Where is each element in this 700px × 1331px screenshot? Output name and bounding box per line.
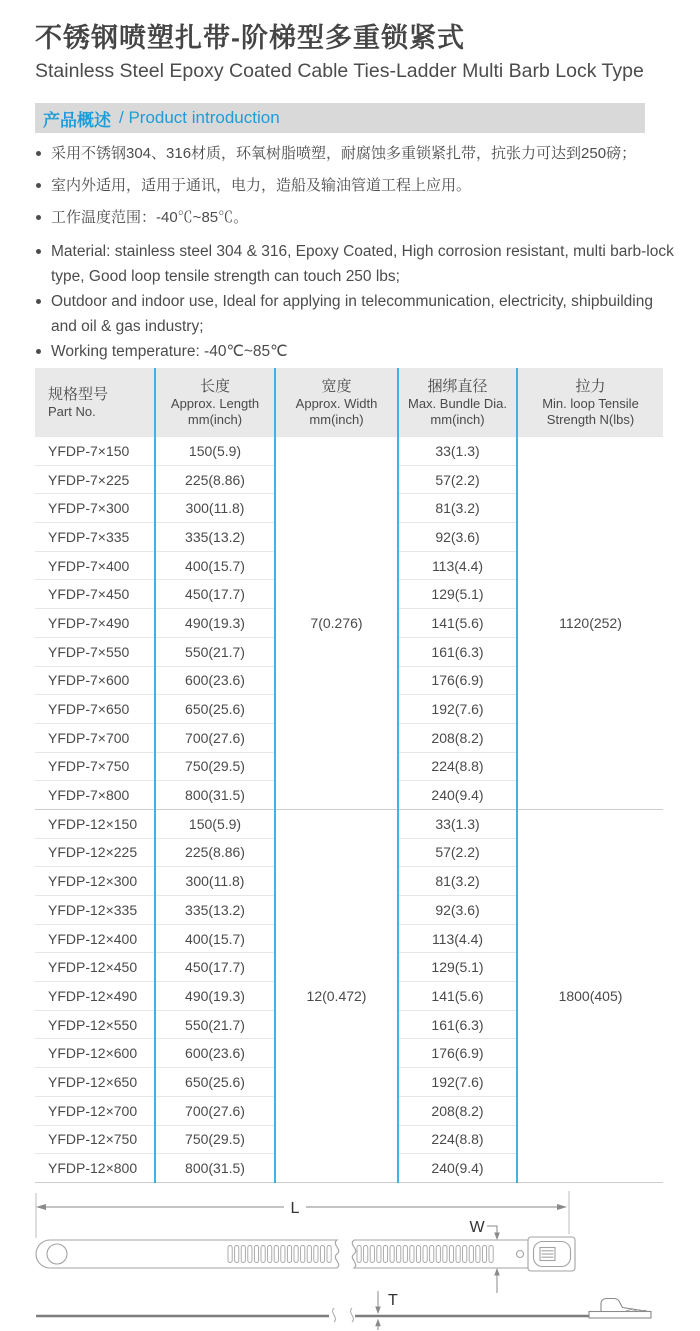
col-header-length: 长度 Approx. Length mm(inch) — [155, 368, 275, 437]
dim-label-L: L — [290, 1200, 300, 1217]
section-title-en: / Product introduction — [119, 108, 280, 127]
width-cell: 7(0.276) — [275, 437, 398, 810]
bullet-list-zh — [35, 143, 680, 229]
bundle-dia-cell: 81(3.2) — [398, 494, 517, 523]
product-drawing — [0, 1181, 700, 1331]
page-header — [35, 16, 680, 83]
length-cell: 150(5.9) — [155, 809, 275, 838]
length-cell: 335(13.2) — [155, 523, 275, 552]
part-no-cell: YFDP-12×750 — [35, 1125, 155, 1154]
length-cell: 225(8.86) — [155, 465, 275, 494]
bundle-dia-cell: 176(6.9) — [398, 1039, 517, 1068]
length-cell: 700(27.6) — [155, 723, 275, 752]
tensile-cell: 1120(252) — [517, 437, 663, 810]
dim-label-T: T — [388, 1292, 398, 1309]
bundle-dia-cell: 192(7.6) — [398, 695, 517, 724]
part-no-cell: YFDP-12×300 — [35, 867, 155, 896]
bundle-dia-cell: 208(8.2) — [398, 723, 517, 752]
dimension-L — [36, 1191, 569, 1238]
col-header-width: 宽度 Approx. Width mm(inch) — [275, 368, 398, 437]
spec-table — [35, 368, 663, 1183]
part-no-cell: YFDP-12×550 — [35, 1010, 155, 1039]
part-no-cell: YFDP-7×225 — [35, 465, 155, 494]
section-title-zh: 产品概述 — [43, 110, 111, 130]
bullet-icon — [36, 249, 41, 254]
length-cell: 450(17.7) — [155, 580, 275, 609]
bundle-dia-cell: 240(9.4) — [398, 781, 517, 810]
bundle-dia-cell: 240(9.4) — [398, 1154, 517, 1183]
dim-label-W: W — [469, 1219, 485, 1236]
section-header-bar — [35, 103, 645, 133]
bullet-text: 采用不锈钢304、316材质，环氧树脂喷塑，耐腐蚀多重锁紧扎带，抗张力可达到250磅； — [51, 145, 637, 162]
col-header-part-no: 规格型号 Part No. — [35, 368, 155, 437]
head-profile — [589, 1299, 651, 1319]
list-item — [35, 289, 680, 339]
part-no-cell: YFDP-7×300 — [35, 494, 155, 523]
part-no-cell: YFDP-7×550 — [35, 637, 155, 666]
part-no-cell: YFDP-7×650 — [35, 695, 155, 724]
length-cell: 650(25.6) — [155, 695, 275, 724]
part-no-cell: YFDP-7×335 — [35, 523, 155, 552]
col-header-tensile: 拉力 Min. loop Tensile Strength N(lbs) — [517, 368, 663, 437]
strap-top-view — [36, 1237, 575, 1271]
bullet-text: Working temperature: -40℃~85℃ — [51, 343, 288, 360]
length-cell: 335(13.2) — [155, 896, 275, 925]
bundle-dia-cell: 176(6.9) — [398, 666, 517, 695]
length-cell: 550(21.7) — [155, 637, 275, 666]
part-no-cell: YFDP-7×800 — [35, 781, 155, 810]
bundle-dia-cell: 208(8.2) — [398, 1096, 517, 1125]
bundle-dia-cell: 92(3.6) — [398, 896, 517, 925]
bundle-dia-cell: 141(5.6) — [398, 609, 517, 638]
part-no-cell: YFDP-7×700 — [35, 723, 155, 752]
length-cell: 600(23.6) — [155, 1039, 275, 1068]
bullet-icon — [36, 215, 41, 220]
part-no-cell: YFDP-12×600 — [35, 1039, 155, 1068]
length-cell: 490(19.3) — [155, 609, 275, 638]
part-no-cell: YFDP-12×150 — [35, 809, 155, 838]
length-cell: 750(29.5) — [155, 1125, 275, 1154]
part-no-cell: YFDP-12×800 — [35, 1154, 155, 1183]
bullet-icon — [36, 183, 41, 188]
part-no-cell: YFDP-12×650 — [35, 1068, 155, 1097]
strap-hole — [47, 1244, 67, 1264]
list-item — [35, 239, 680, 289]
page-title-en: Stainless Steel Epoxy Coated Cable Ties-Ladder Multi Barb Lock Type — [35, 60, 644, 82]
ladder-slots — [357, 1246, 493, 1263]
list-item — [35, 143, 680, 165]
part-no-cell: YFDP-7×750 — [35, 752, 155, 781]
length-cell: 750(29.5) — [155, 752, 275, 781]
part-no-cell: YFDP-12×450 — [35, 953, 155, 982]
bundle-dia-cell: 113(4.4) — [398, 551, 517, 580]
strap-side-view — [36, 1299, 651, 1323]
tensile-cell: 1800(405) — [517, 809, 663, 1182]
list-item — [35, 207, 680, 229]
table-row — [35, 437, 663, 466]
length-cell: 225(8.86) — [155, 838, 275, 867]
length-cell: 650(25.6) — [155, 1068, 275, 1097]
width-cell: 12(0.472) — [275, 809, 398, 1182]
table-row — [35, 809, 663, 838]
length-cell: 450(17.7) — [155, 953, 275, 982]
spec-table-header — [35, 368, 663, 437]
list-item — [35, 339, 680, 364]
length-cell: 600(23.6) — [155, 666, 275, 695]
bullet-icon — [36, 299, 41, 304]
length-cell: 300(11.8) — [155, 494, 275, 523]
product-introduction — [35, 143, 680, 364]
bullet-text: Outdoor and indoor use, Ideal for applying in telecommunication, electricity, shipbuilding and oil & gas industry; — [51, 293, 653, 335]
part-no-cell: YFDP-7×400 — [35, 551, 155, 580]
length-cell: 300(11.8) — [155, 867, 275, 896]
part-no-cell: YFDP-12×490 — [35, 982, 155, 1011]
length-cell: 400(15.7) — [155, 551, 275, 580]
bullet-icon — [36, 151, 41, 156]
list-item — [35, 175, 680, 197]
length-cell: 800(31.5) — [155, 781, 275, 810]
part-no-cell: YFDP-7×600 — [35, 666, 155, 695]
bundle-dia-cell: 161(6.3) — [398, 637, 517, 666]
part-no-cell: YFDP-12×700 — [35, 1096, 155, 1125]
bundle-dia-cell: 81(3.2) — [398, 867, 517, 896]
bundle-dia-cell: 129(5.1) — [398, 580, 517, 609]
part-no-cell: YFDP-7×150 — [35, 437, 155, 466]
part-no-cell: YFDP-12×225 — [35, 838, 155, 867]
part-no-cell: YFDP-7×450 — [35, 580, 155, 609]
bundle-dia-cell: 57(2.2) — [398, 838, 517, 867]
length-cell: 150(5.9) — [155, 437, 275, 466]
length-cell: 800(31.5) — [155, 1154, 275, 1183]
bundle-dia-cell: 33(1.3) — [398, 809, 517, 838]
page-title-zh: 不锈钢喷塑扎带-阶梯型多重锁紧式 — [35, 23, 465, 53]
bullet-text: 工作温度范围：-40℃~85℃。 — [51, 209, 249, 226]
bundle-dia-cell: 161(6.3) — [398, 1010, 517, 1039]
dimension-T — [375, 1291, 381, 1330]
bundle-dia-cell: 192(7.6) — [398, 1068, 517, 1097]
bundle-dia-cell: 224(8.8) — [398, 752, 517, 781]
length-cell: 490(19.3) — [155, 982, 275, 1011]
bundle-dia-cell: 129(5.1) — [398, 953, 517, 982]
bundle-dia-cell: 224(8.8) — [398, 1125, 517, 1154]
head-pin-hole — [517, 1251, 524, 1258]
spec-table-body — [35, 437, 663, 1183]
bundle-dia-cell: 33(1.3) — [398, 437, 517, 466]
bullet-text: Material: stainless steel 304 & 316, Epoxy Coated, High corrosion resistant, multi barb-lock type, Good loop tensile strength can touch 250 lbs; — [51, 243, 674, 285]
length-cell: 550(21.7) — [155, 1010, 275, 1039]
col-header-bundle-dia: 捆绑直径 Max. Bundle Dia. mm(inch) — [398, 368, 517, 437]
length-cell: 400(15.7) — [155, 924, 275, 953]
bullet-text: 室内外适用，适用于通讯，电力，造船及输油管道工程上应用。 — [51, 177, 472, 194]
bundle-dia-cell: 113(4.4) — [398, 924, 517, 953]
part-no-cell: YFDP-7×490 — [35, 609, 155, 638]
strap-head — [528, 1237, 575, 1271]
bundle-dia-cell: 92(3.6) — [398, 523, 517, 552]
bundle-dia-cell: 141(5.6) — [398, 982, 517, 1011]
part-no-cell: YFDP-12×400 — [35, 924, 155, 953]
length-cell: 700(27.6) — [155, 1096, 275, 1125]
part-no-cell: YFDP-12×335 — [35, 896, 155, 925]
bullet-list-en — [35, 239, 680, 364]
bundle-dia-cell: 57(2.2) — [398, 465, 517, 494]
bullet-icon — [36, 349, 41, 354]
